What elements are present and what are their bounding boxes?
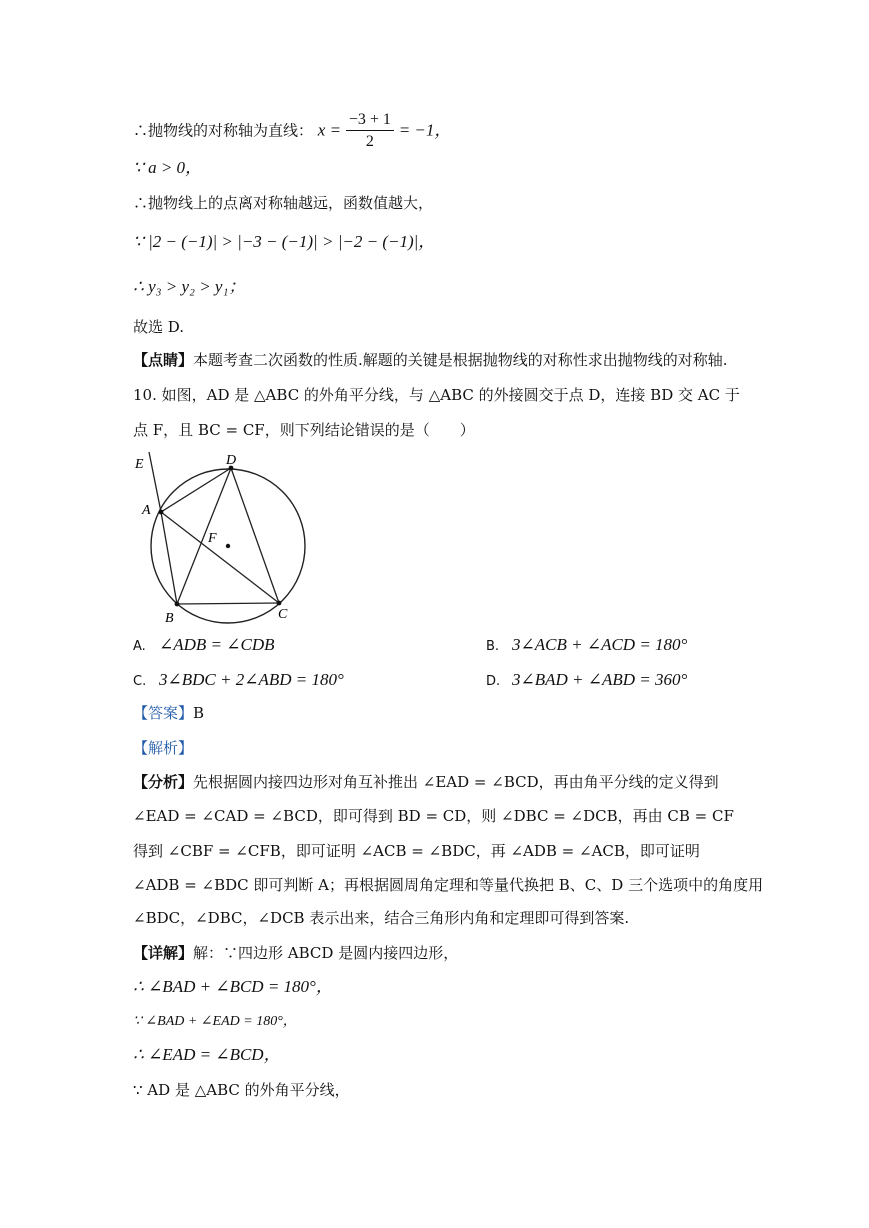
option-d: [486, 669, 687, 693]
analysis-line-4: ∠ADB = ∠BDC 即可判断 A；再根据圆周角定理和等量代换把 B、C、D 三个选项中的角度用: [133, 876, 764, 894]
option-a-label: A.: [133, 639, 146, 654]
option-c-text: 3∠BDC + 2∠ABD = 180°: [159, 670, 344, 689]
axis-fraction: [346, 110, 394, 153]
label-d: D: [226, 453, 237, 468]
solution-line-y-order: ∴ y₃ > y₂ > y₁；: [133, 277, 246, 296]
option-b-text: 3∠ACB + ∠ACD = 180°: [512, 635, 688, 654]
label-f: F: [208, 531, 217, 546]
detail-line-1: [133, 942, 458, 964]
segment-bc: [177, 603, 279, 604]
segment-bd: [177, 468, 231, 604]
analysis-text-1: 先根据圆内接四边形对角互补推出 ∠EAD = ∠BCD，再由角平分线的定义得到: [193, 773, 719, 791]
analysis-tag: 【分析】: [133, 773, 194, 791]
solution-line-abs-compare: ∵ |2 − (−1)| > |−3 − (−1)| > |−2 − (−1)|，: [133, 232, 436, 251]
analysis-line-1: [133, 771, 719, 793]
label-e: E: [135, 457, 144, 472]
segment-ad: [161, 468, 231, 512]
axis-x: x =: [317, 120, 342, 140]
option-b-label: B.: [486, 639, 500, 654]
detail-line-2: ∴ ∠BAD + ∠BCD = 180°，: [133, 977, 333, 996]
analysis-line-5: ∠BDC，∠DBC，∠DCB 表示出来，结合三角形内角和定理即可得到答案.: [133, 909, 630, 927]
label-b: B: [165, 611, 174, 626]
detail-text-1: 解：∵四边形 ABCD 是圆内接四边形，: [193, 944, 459, 962]
axis-suffix: = −1，: [398, 120, 452, 140]
center-point: [226, 544, 230, 548]
option-c-label: C.: [133, 674, 147, 689]
geometry-figure: [125, 448, 325, 628]
point-b: [175, 602, 180, 607]
answer-tag: 【答案】: [133, 704, 194, 722]
segment-ae: [149, 452, 161, 512]
solution-line-axis: [133, 110, 451, 153]
detail-line-5: ∵ AD 是 △ABC 的外角平分线，: [133, 1081, 350, 1099]
option-d-text: 3∠BAD + ∠ABD = 360°: [512, 670, 688, 689]
option-d-label: D.: [486, 674, 501, 689]
axis-prefix: ∴抛物线的对称轴为直线：: [133, 121, 314, 140]
label-c: C: [278, 607, 288, 622]
answer-value: B: [193, 704, 205, 722]
label-a: A: [142, 503, 151, 518]
segment-ab: [161, 512, 177, 604]
solution-line-a-positive: ∵ a > 0，: [133, 158, 203, 177]
detail-tag: 【详解】: [133, 944, 194, 962]
fraction-denominator: 2: [365, 133, 374, 150]
key-point-line: [133, 349, 728, 371]
option-a-text: ∠ADB = ∠CDB: [159, 635, 275, 654]
detail-line-3: ∵ ∠BAD + ∠EAD = 180°，: [133, 1014, 297, 1029]
fraction-numerator: −3 + 1: [346, 110, 394, 131]
option-b: [486, 634, 687, 658]
analysis-line-2: ∠EAD = ∠CAD = ∠BCD，即可得到 BD = CD，则 ∠DBC = ∠DCB，再由 CB = CF: [133, 807, 734, 825]
key-point-text: 本题考查二次函数的性质.解题的关键是根据抛物线的对称性求出抛物线的对称轴.: [193, 351, 728, 369]
analysis-line-3: 得到 ∠CBF = ∠CFB，即可证明 ∠ACB = ∠BDC，再 ∠ADB = ∠ACB，即可证明: [133, 842, 700, 860]
question-10-line-1: 10. 如图，AD 是 △ABC 的外角平分线，与 △ABC 的外接圆交于点 D，连接 BD 交 AC 于: [133, 386, 740, 404]
option-c: [133, 669, 344, 693]
segment-ac: [161, 512, 279, 603]
point-c: [277, 601, 282, 606]
key-point-tag: 【点睛】: [133, 351, 194, 369]
solution-line-choice: 故选 D.: [133, 318, 185, 336]
question-10-line-2: 点 F，且 BC = CF，则下列结论错误的是（ ）: [133, 421, 475, 439]
answer-line: [133, 702, 204, 724]
option-a: [133, 634, 275, 658]
point-a: [159, 510, 164, 515]
analysis-heading: 【解析】: [133, 739, 194, 757]
segment-dc: [231, 468, 279, 603]
solution-line-farther: ∴抛物线上的点离对称轴越远，函数值越大，: [133, 194, 434, 212]
detail-line-4: ∴ ∠EAD = ∠BCD，: [133, 1045, 281, 1064]
